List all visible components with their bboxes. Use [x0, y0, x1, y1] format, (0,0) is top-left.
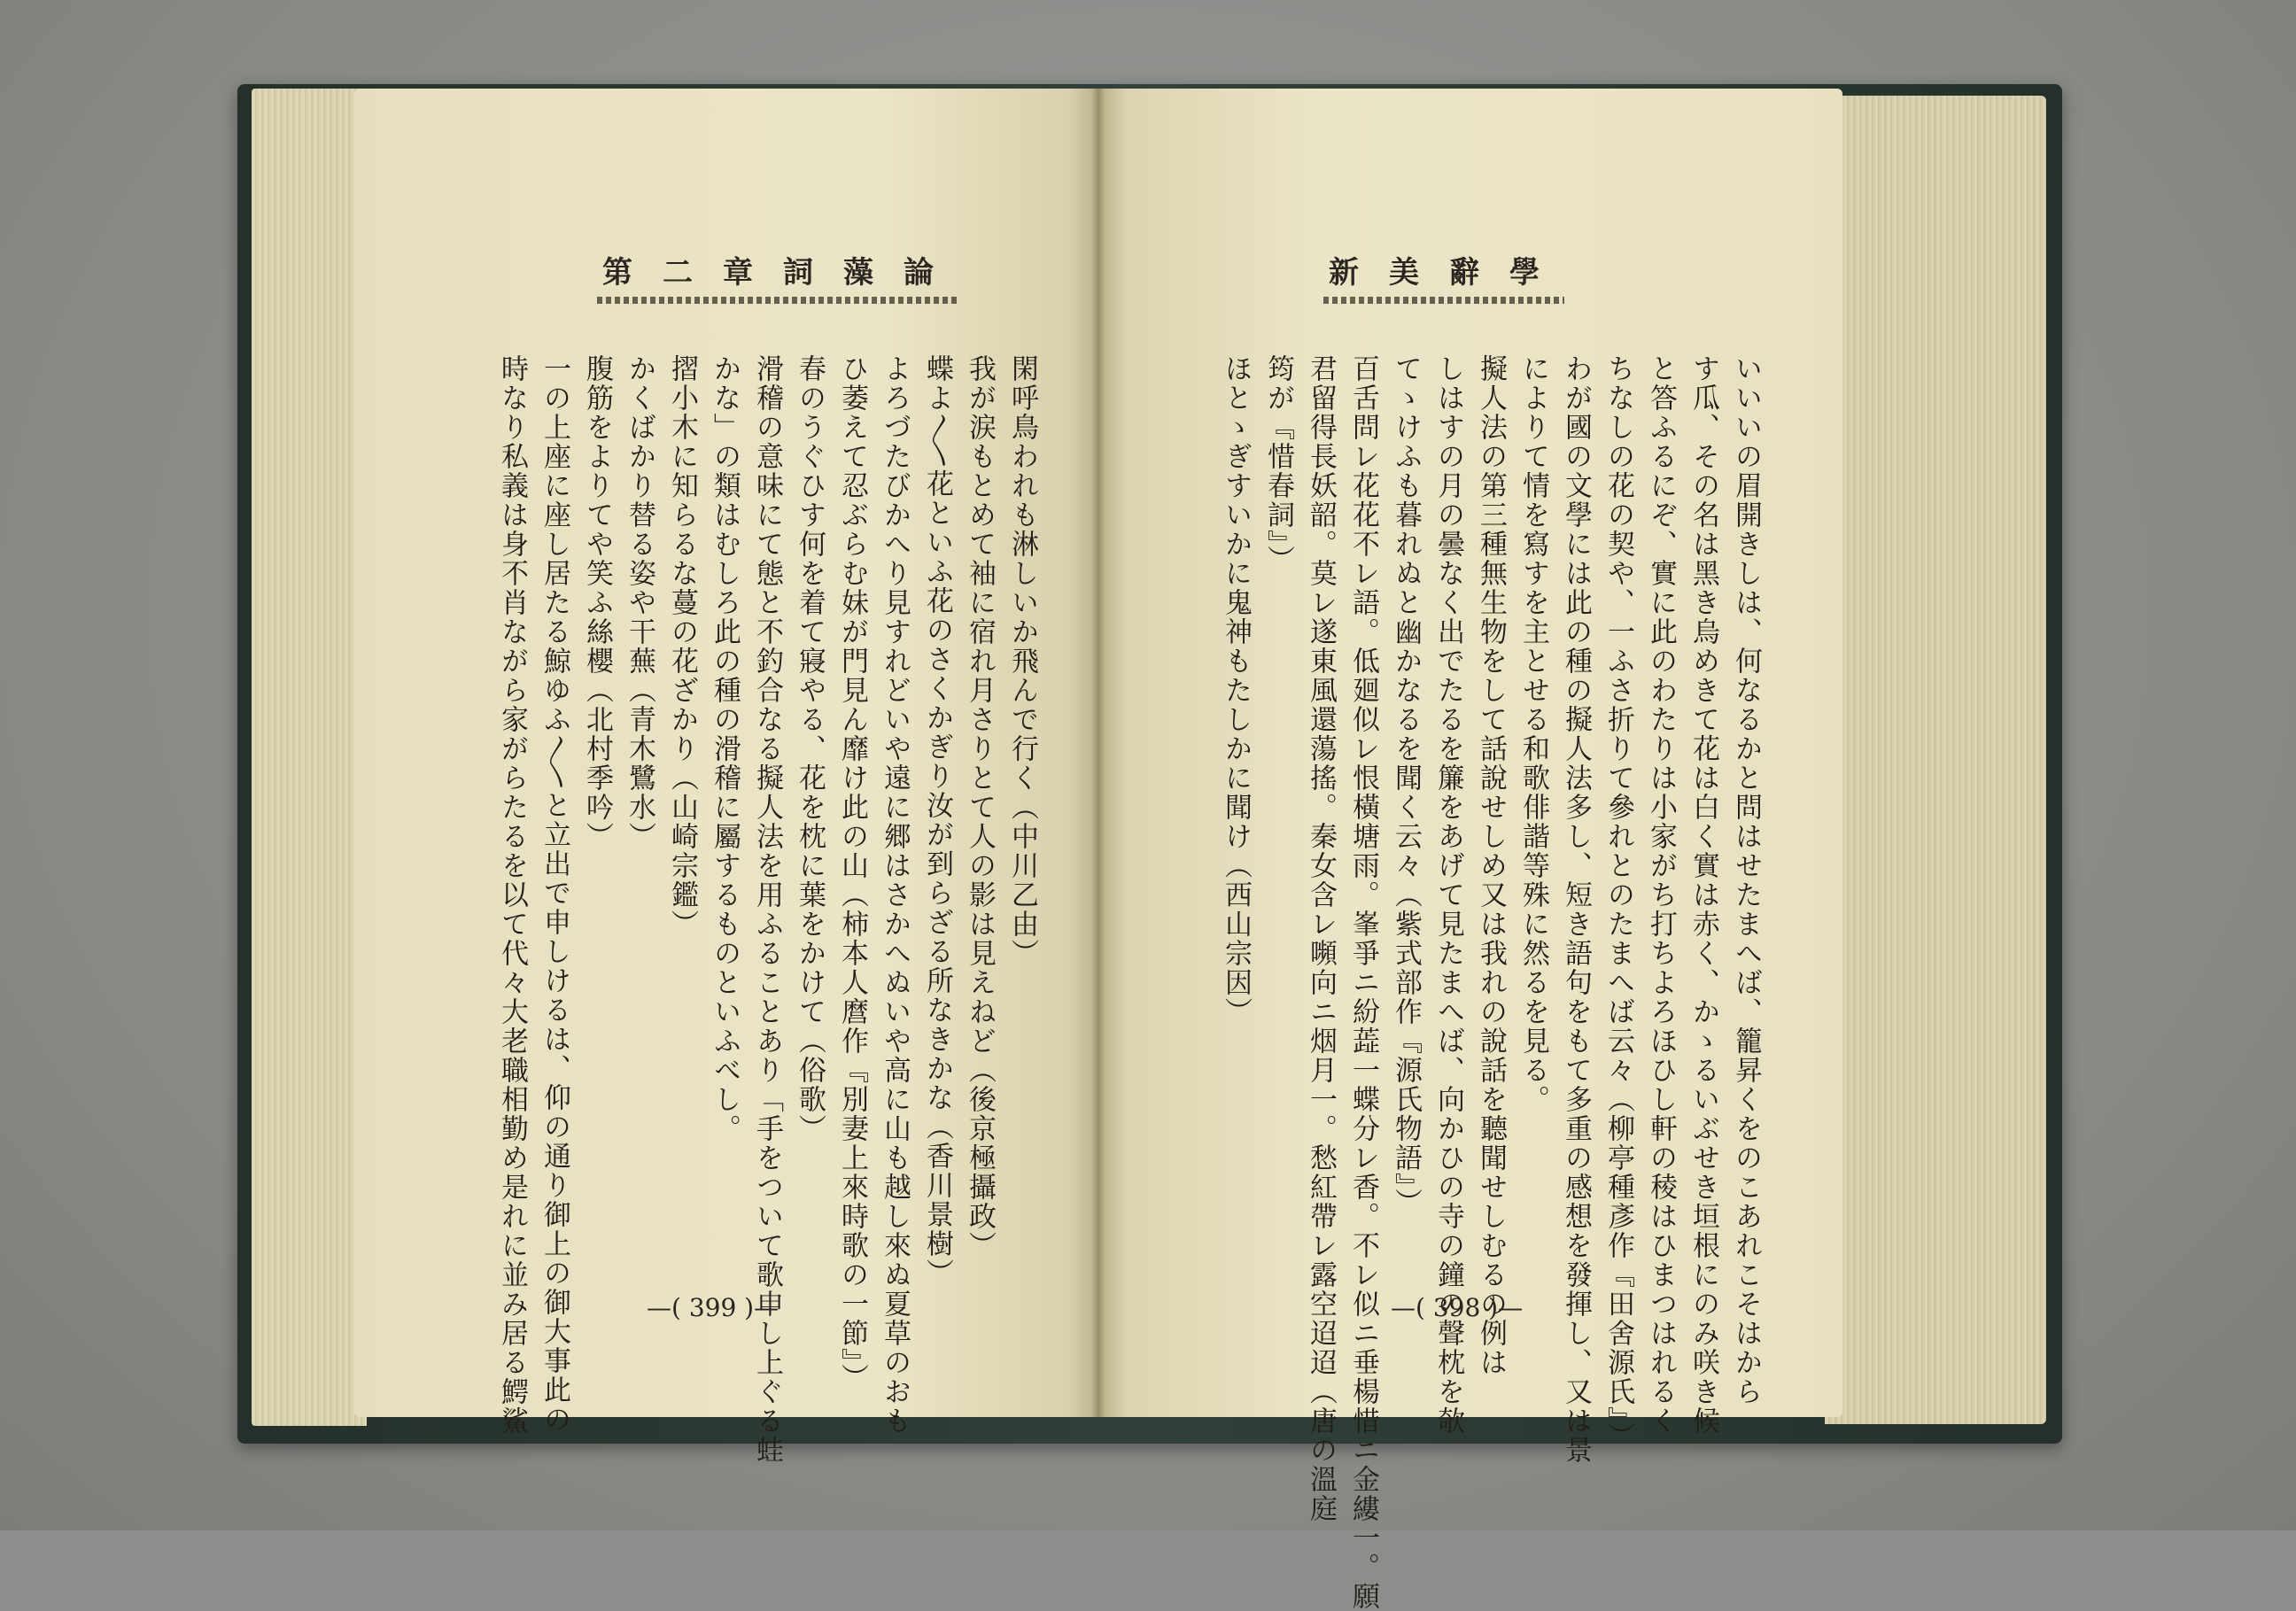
text-line: 我が涙もとめて袖に宿れ月さりとて人の影は見えねど（後京極攝政） — [964, 354, 996, 1260]
text-line: わが國の文學には此の種の擬人法多し、短き語句をもて多重の感想を發揮し、又は景 — [1560, 354, 1592, 1465]
text-line: 蝶よ〳〵花といふ花のさくかぎり汝が到らざる所なきかな（香川景樹） — [921, 354, 953, 1288]
book-gutter — [1091, 89, 1105, 1417]
text-line: 摺小木に知らるな蔓の花ざかり（山崎宗鑑） — [666, 354, 698, 939]
text-line: いいいの眉開きしは、何なるかと問はせたまへば、籠昇くをのこあれこそはから — [1730, 354, 1762, 1406]
text-line: 時なり私義は身不肖ながら家がらたるを以て代々大老職相勤め是れに並み居る鰐鯊 — [496, 354, 528, 1436]
left-head-rule — [597, 297, 958, 304]
text-line: 滑稽の意味にて態と不釣合なる擬人法を用ふることあり「手をついて歌申し上ぐる蛙 — [751, 354, 783, 1465]
right-running-head — [1329, 248, 1570, 291]
text-line: ひ萎えて忍ぶらむ妹が門見ん靡け此の山（柿本人麿作『別妻上來時歌の一節』） — [836, 354, 868, 1393]
text-line: ちなしの花の契や、一ふさ折りて參れとのたまへば云々（柳亭種彥作『田舍源氏』） — [1602, 354, 1634, 1452]
text-line: 閑呼鳥われも淋しいか飛んで行く（中川乙由） — [1006, 354, 1038, 968]
text-line: かくばかり替る姿や干蕪（青木鷺水） — [624, 354, 655, 851]
left-page-number: —( 399 )— — [647, 1293, 780, 1322]
text-line: しはすの月の曇なく出でたるを簾をあげて見たまへば、向かひの寺の鐘の聲枕を欹 — [1432, 354, 1464, 1436]
text-line: 百舌問レ花花不レ語。低廻似レ恨橫塘雨。峯爭ニ紛蕋一蝶分レ香。不レ似ニ垂楊惜ニ金縷一。願 — [1347, 354, 1379, 1611]
text-line: 擬人法の第三種無生物をして話說せしめ又は我れの說話を聽聞せしむるの例は — [1475, 354, 1507, 1377]
text-line: ほとゝぎすいかに鬼神もたしかに聞け（西山宗因） — [1220, 354, 1252, 1026]
right-page-edges — [1825, 96, 2046, 1424]
right-page-number: —( 398 )— — [1391, 1293, 1524, 1322]
text-line: 一の上座に座し居たる鯨ゆふ〳〵と立出で申しけるは、仰の通り御上の御大事此の — [539, 354, 570, 1434]
text-line: かな」の類はむしろ此の種の滑稽に屬するものといふべし。 — [709, 354, 741, 1143]
text-line: よろづたびかへり見すれどいや遠に郷はさかへぬいや高に山も越し來ぬ夏草のおも — [879, 354, 911, 1436]
right-head-rule — [1323, 297, 1564, 304]
right-running-head-text: 新美辭學 — [1329, 255, 1570, 290]
left-page-edges — [252, 89, 367, 1426]
text-line: 筠が『惜春詞』） — [1262, 354, 1294, 575]
text-line: と答ふるにぞ、實に此のわたりは小家がち打ちよろほひし軒の稜はひまつはれるく — [1645, 354, 1677, 1436]
text-line: 春のうぐひす何を着て寢やる、花を枕に葉をかけて（俗歌） — [794, 354, 826, 1143]
text-line: 君留得長妖韶。莫レ遂東風還蕩搖。秦女含レ嚬向ニ烟月一。愁紅帶レ露空迢迢（唐の溫庭 — [1305, 354, 1337, 1523]
text-line: 腹筋をよりてや笑ふ絲櫻（北村季吟） — [581, 354, 613, 851]
text-line: によりて情を寫すを主とせる和歌俳諧等殊に然るを見る。 — [1517, 354, 1549, 1114]
left-running-head-text: 第二章詞藻論 — [602, 255, 964, 290]
text-line: す瓜、その名は黑き烏めきて花は白く實は赤く、かゝるいぶせき垣根にのみ咲き候 — [1687, 354, 1719, 1436]
text-line: てゝけふも暮れぬと幽かなるを聞く云々（紫式部作『源氏物語』） — [1390, 354, 1422, 1218]
left-running-head — [602, 248, 964, 291]
